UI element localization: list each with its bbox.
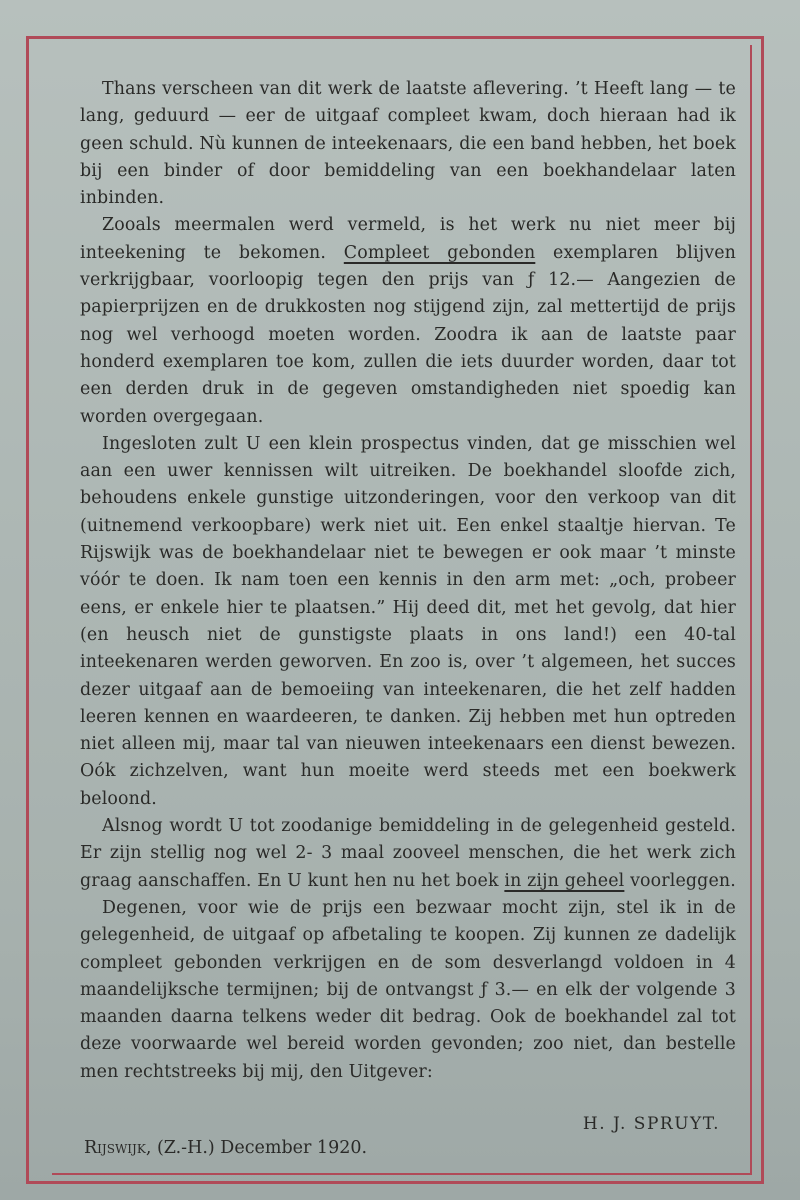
paragraph-4 — [80, 813, 736, 895]
paragraph-text: Ingesloten zult U een klein prospectus vinden, dat ge misschien wel aan een uwer kennissen wilt uitreiken. De boekhandel sloofde zich, behoudens enkele gunstige uitzonderingen, voor den verkoop van dit (uitnemend verkoopbare) werk niet uit. Een enkel staaltje hiervan. Te Rijswijk was de boekhandelaar niet te bewegen er ook maar ’t minste vóór te doen. Ik nam toen een kennis in den arm met: „och, probeer eens, er enkele hier te plaatsen.” Hij deed dit, met het gevolg, dat hier (en heusch niet de gunstigste plaats in ons land!) een 40-tal inteekenaren werden geworven. En zoo is, over ’t algemeen, het succes dezer uitgaaf aan de bemoeiing van inteekenaren, die het zelf hadden leeren kennen en waardeeren, te danken. Zij hebben met hun optreden niet alleen mij, maar tal van nieuwen inteekenaars een dienst bewezen. Oók zichzelven, want hun moeite werd steeds met een boekwerk beloond. — [80, 433, 736, 809]
letter-body — [80, 76, 736, 1086]
paragraph-text: exemplaren blijven verkrijgbaar, voorloopig tegen den prijs van ƒ 12.— Aangezien de papierprijzen en de drukkosten nog stijgend zijn, zal mettertijd de prijs nog wel verhoogd moeten worden. Zoodra ik aan de laatste paar honderd exemplaren toe kom, zullen die iets duurder worden, daar tot een derden druk in de gegeven omstandigheden niet spoedig kan worden overgegaan. — [80, 242, 737, 427]
paragraph-3 — [80, 431, 736, 813]
paragraph-text: voorleggen. — [624, 870, 736, 891]
place-date-line — [84, 1138, 367, 1158]
paragraph-2 — [80, 212, 736, 430]
paragraph-5 — [80, 895, 736, 1086]
underlined-phrase: Compleet gebonden — [343, 242, 536, 263]
underlined-phrase: in zijn geheel — [504, 870, 625, 891]
paragraph-text: Alsnog wordt U tot zoodanige bemiddeling in de gelegenheid gesteld. Er zijn stellig nog wel 2- 3 maal zooveel menschen, die het werk zich graag aanschaffen. En U kunt hen nu het boek — [80, 816, 736, 891]
publisher-signature: H. J. SPRUYT. — [582, 1114, 720, 1134]
place-name: Rijswijk — [84, 1138, 146, 1158]
date-text: , (Z.-H.) December 1920. — [145, 1138, 368, 1158]
paragraph-text: Thans verscheen van dit werk de laatste aflevering. ’t Heeft lang — te lang, geduurd — eer de uitgaaf compleet kwam, doch hieraan had ik geen schuld. Nù kunnen de inteekenaars, die een band hebben, het boek bij een binder of door bemiddeling van een boekhandelaar laten inbinden. — [80, 79, 736, 209]
paragraph-text: Degenen, voor wie de prijs een bezwaar mocht zijn, stel ik in de gelegenheid, de uitgaaf op afbetaling te koopen. Zij kunnen ze dadelijk compleet gebonden verkrijgen en de som desverlangd voldoen in 4 maandelijksche termijnen; bij de ontvangst ƒ 3.— en elk der volgende 3 maanden daarna telkens weder dit bedrag. Ook de boekhandel zal tot deze voorwaarde wel bereid worden gevonden; zoo niet, dan bestelle men rechtstreeks bij mij, den Uitgever: — [80, 897, 736, 1082]
paragraph-1 — [80, 76, 736, 212]
paragraph-text: Zooals meermalen werd vermeld, is het werk nu niet meer bij inteekening te bekomen. — [80, 215, 736, 263]
